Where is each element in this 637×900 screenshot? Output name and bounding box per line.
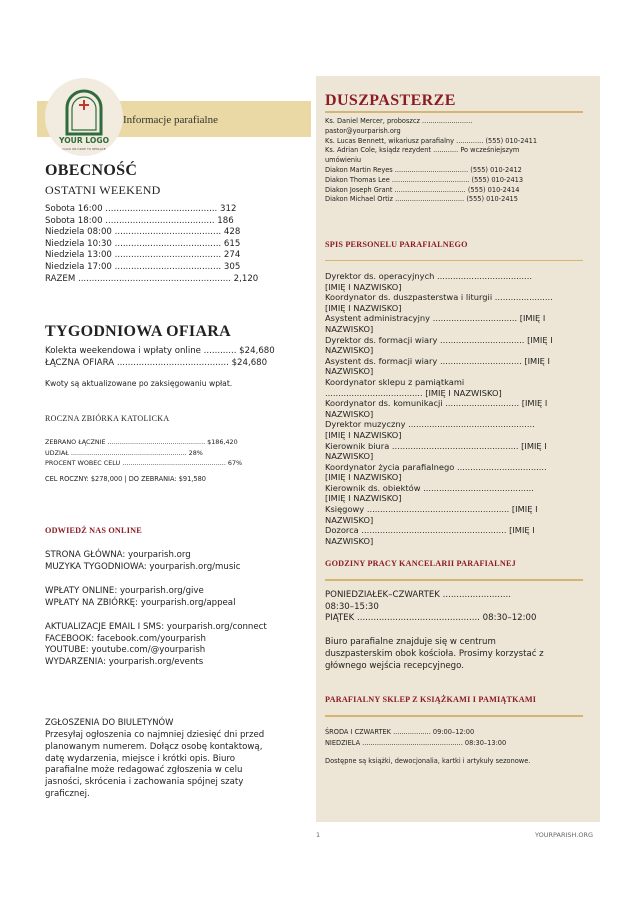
online-link-youtube[interactable]: YOUTUBE: youtube.com/@yourparish (45, 645, 206, 656)
clergy-line: Diakon Michael Ortiz ................................. (555) 010-2415 (325, 195, 518, 204)
shop-title: PARAFIALNY SKLEP Z KSIĄŻKAMI I PAMIĄTKAMI (325, 695, 537, 704)
office-note-line: głównego wejścia recepcyjnego. (325, 661, 464, 671)
staff-line: Koordynator ds. duszpasterstwa i liturgii ...................... (325, 292, 553, 303)
appeal-goal: CEL ROCZNY: $278,000 | DO ZEBRANIA: $91,580 (45, 475, 206, 483)
staff-line: NAZWISKO] (325, 408, 374, 419)
clergy-rule (325, 111, 583, 113)
bulletin-line: Przesyłaj ogłoszenia co najmniej dziesięć dni przed (45, 730, 265, 740)
page-number: 1 (316, 831, 321, 839)
staff-line: Kierownik ds. obiektów .......................................... (325, 482, 534, 493)
bulletin-line: planowanym numerem. Dołącz osobę kontaktową, (45, 741, 263, 752)
appeal-title: ROCZNA ZBIÓRKA KATOLICKA (45, 414, 170, 423)
offering-note: Kwoty są aktualizowane po zaksięgowaniu wpłat. (45, 379, 233, 388)
online-link-home[interactable]: STRONA GŁÓWNA: yourparish.org (45, 550, 191, 560)
clergy-line: Diakon Thomas Lee ..................................... (555) 010-2413 (325, 175, 524, 184)
attendance-subtitle: OSTATNI WEEKEND (45, 183, 161, 197)
online-link-facebook[interactable]: FACEBOOK: facebook.com/yourparish (45, 633, 206, 644)
staff-line: Koordynator życia parafialnego .................................. (325, 461, 547, 472)
clergy-list (325, 117, 590, 205)
online-link-events[interactable]: WYDARZENIA: yourparish.org/events (45, 656, 204, 667)
staff-line: [IMIĘ I NAZWISKO] (325, 429, 402, 440)
staff-line: Asystent administracyjny ................................ [IMIĘ I (325, 313, 546, 324)
online-title: ODWIEDŹ NAS ONLINE (45, 526, 142, 535)
clergy-line: Diakon Joseph Grant .................................. (555) 010-2414 (325, 185, 520, 194)
staff-line: Dyrektor muzyczny ................................................ (325, 419, 535, 430)
header-title: Informacje parafialne (123, 114, 218, 126)
office-note-line: Biuro parafialne znajduje się w centrum (325, 637, 496, 647)
staff-line: NAZWISKO] (325, 323, 374, 334)
shop-line: NIEDZIELA ................................................ 08:30–13:00 (325, 738, 507, 747)
attendance-row: Niedziela 13:00 ....................................... 274 (45, 250, 241, 261)
online-group-giving (45, 586, 305, 609)
appeal-row: PROCENT WOBEC CELU ................................................... 67% (45, 459, 243, 467)
online-group-social (45, 622, 315, 668)
clergy-line: umówieniu (325, 156, 362, 165)
attendance-row: Niedziela 08:00 ....................................... 428 (45, 227, 241, 238)
online-link-music[interactable]: MUZYKA TYGODNIOWA: yourparish.org/music (45, 561, 241, 572)
clergy-line: Ks. Daniel Mercer, proboszcz ........................ (325, 117, 473, 125)
staff-line: [IMIĘ I NAZWISKO] (325, 472, 402, 483)
attendance-list (45, 204, 305, 285)
appeal-list (45, 437, 305, 469)
staff-line: Dyrektor ds. formacji wiary ................................ [IMIĘ I (325, 334, 553, 345)
office-title: GODZINY PRACY KANCELARII PARAFIALNEJ (325, 559, 516, 568)
staff-line: Dyrektor ds. operacyjnych .................................... (325, 271, 532, 281)
office-hours (325, 590, 590, 625)
logo-tagline: CLICK OR DROP TO REPLACE (62, 147, 106, 151)
staff-line: Dozorca ....................................................... [IMIĘ I (325, 525, 535, 536)
staff-line: [IMIĘ I NAZWISKO] (325, 302, 402, 313)
office-note (325, 636, 590, 672)
clergy-line: Ks. Lucas Bennett, wikariusz parafialny ............. (555) 010-2411 (325, 136, 538, 145)
offering-title: TYGODNIOWA OFIARA (45, 323, 232, 340)
staff-line: Koordynator sklepu z pamiątkami (325, 376, 465, 387)
footer-site-link[interactable]: YOURPARISH.ORG (535, 831, 594, 839)
appeal-row: UDZIAŁ ......................................................... 28% (45, 448, 203, 457)
clergy-line: Diakon Martin Reyes ................................... (555) 010-2412 (325, 165, 522, 174)
staff-list (325, 271, 590, 546)
office-rule (325, 579, 583, 581)
bulletin-line: graficznej. (45, 788, 90, 799)
bulletin-line: parafialne może redagować zgłoszenia w celu (45, 765, 243, 776)
appeal-row: ZEBRANO ŁĄCZNIE ................................................ $186,420 (45, 438, 238, 446)
offering-list (45, 346, 305, 369)
attendance-total-row: RAZEM ........................................................ 2,120 (45, 273, 259, 284)
staff-line: NAZWISKO] (325, 345, 374, 356)
attendance-row: Sobota 18:00 ........................................ 186 (45, 215, 234, 226)
office-line: PONIEDZIAŁEK–CZWARTEK ......................... (325, 590, 511, 600)
shop-rule (325, 715, 583, 717)
staff-line: NAZWISKO] (325, 451, 374, 462)
staff-line: Kierownik biura ................................................ [IMIĘ I (325, 440, 547, 451)
staff-rule (325, 260, 583, 261)
offering-total-row: ŁĄCZNA OFIARA ......................................... $24,680 (45, 357, 268, 368)
staff-line: NAZWISKO] (325, 535, 374, 546)
office-line: 08:30–15:30 (325, 601, 379, 612)
online-link-give[interactable]: WPŁATY ONLINE: yourparish.org/give (45, 586, 204, 596)
staff-line: [IMIĘ I NAZWISKO] (325, 281, 402, 292)
shop-line: ŚRODA I CZWARTEK .................. 09:00–12:00 (325, 728, 475, 736)
staff-line: NAZWISKO] (325, 514, 374, 525)
bulletin-title: ZGŁOSZENIA DO BIULETYNÓW (45, 717, 174, 727)
clergy-title: DUSZPASTERZE (325, 92, 456, 109)
bulletin-line: datę wydarzenia, miejsce i krótki opis. Biuro (45, 753, 236, 764)
offering-row: Kolekta weekendowa i wpłaty online ............ $24,680 (45, 346, 275, 356)
office-line: PIĄTEK ............................................. 08:30–12:00 (325, 613, 537, 624)
attendance-row: Niedziela 17:00 ....................................... 305 (45, 261, 241, 272)
clergy-line: Ks. Adrian Cole, ksiądz rezydent ............ Po wcześniejszym (325, 146, 520, 155)
staff-line: ..................................... [IMIĘ I NAZWISKO] (325, 387, 502, 398)
clergy-email[interactable]: pastor@yourparish.org (325, 126, 401, 135)
online-link-connect[interactable]: AKTUALIZACJE EMAIL I SMS: yourparish.org/connect (45, 622, 267, 632)
attendance-row: Sobota 16:00 ......................................... 312 (45, 204, 237, 214)
staff-line: [IMIĘ I NAZWISKO] (325, 493, 402, 504)
bulletin-text (45, 730, 305, 801)
bulletin-line: jasności, skrócenia i zachowania spójnej szaty (45, 777, 244, 788)
staff-line: Asystent ds. formacji wiary ............................... [IMIĘ I (325, 355, 550, 366)
shop-note: Dostępne są książki, dewocjonalia, kartki i artykuły sezonowe. (325, 757, 531, 765)
shop-hours (325, 727, 590, 748)
staff-line: NAZWISKO] (325, 366, 374, 377)
attendance-row: Niedziela 10:30 ....................................... 615 (45, 238, 241, 249)
online-link-appeal[interactable]: WPŁATY NA ZBIÓRKĘ: yourparish.org/appeal (45, 597, 236, 608)
parish-logo[interactable] (45, 78, 123, 156)
online-group-site (45, 550, 305, 573)
staff-line: Księgowy ...................................................... [IMIĘ I (325, 504, 538, 515)
attendance-title: OBECNOŚĆ (45, 162, 138, 179)
logo-text: YOUR LOGO (58, 136, 110, 145)
staff-line: Koordynator ds. komunikacji ............................ [IMIĘ I (325, 398, 548, 409)
office-note-line: duszpasterskim obok kościoła. Prosimy korzystać z (325, 649, 544, 659)
staff-title: SPIS PERSONELU PARAFIALNEGO (325, 240, 468, 249)
